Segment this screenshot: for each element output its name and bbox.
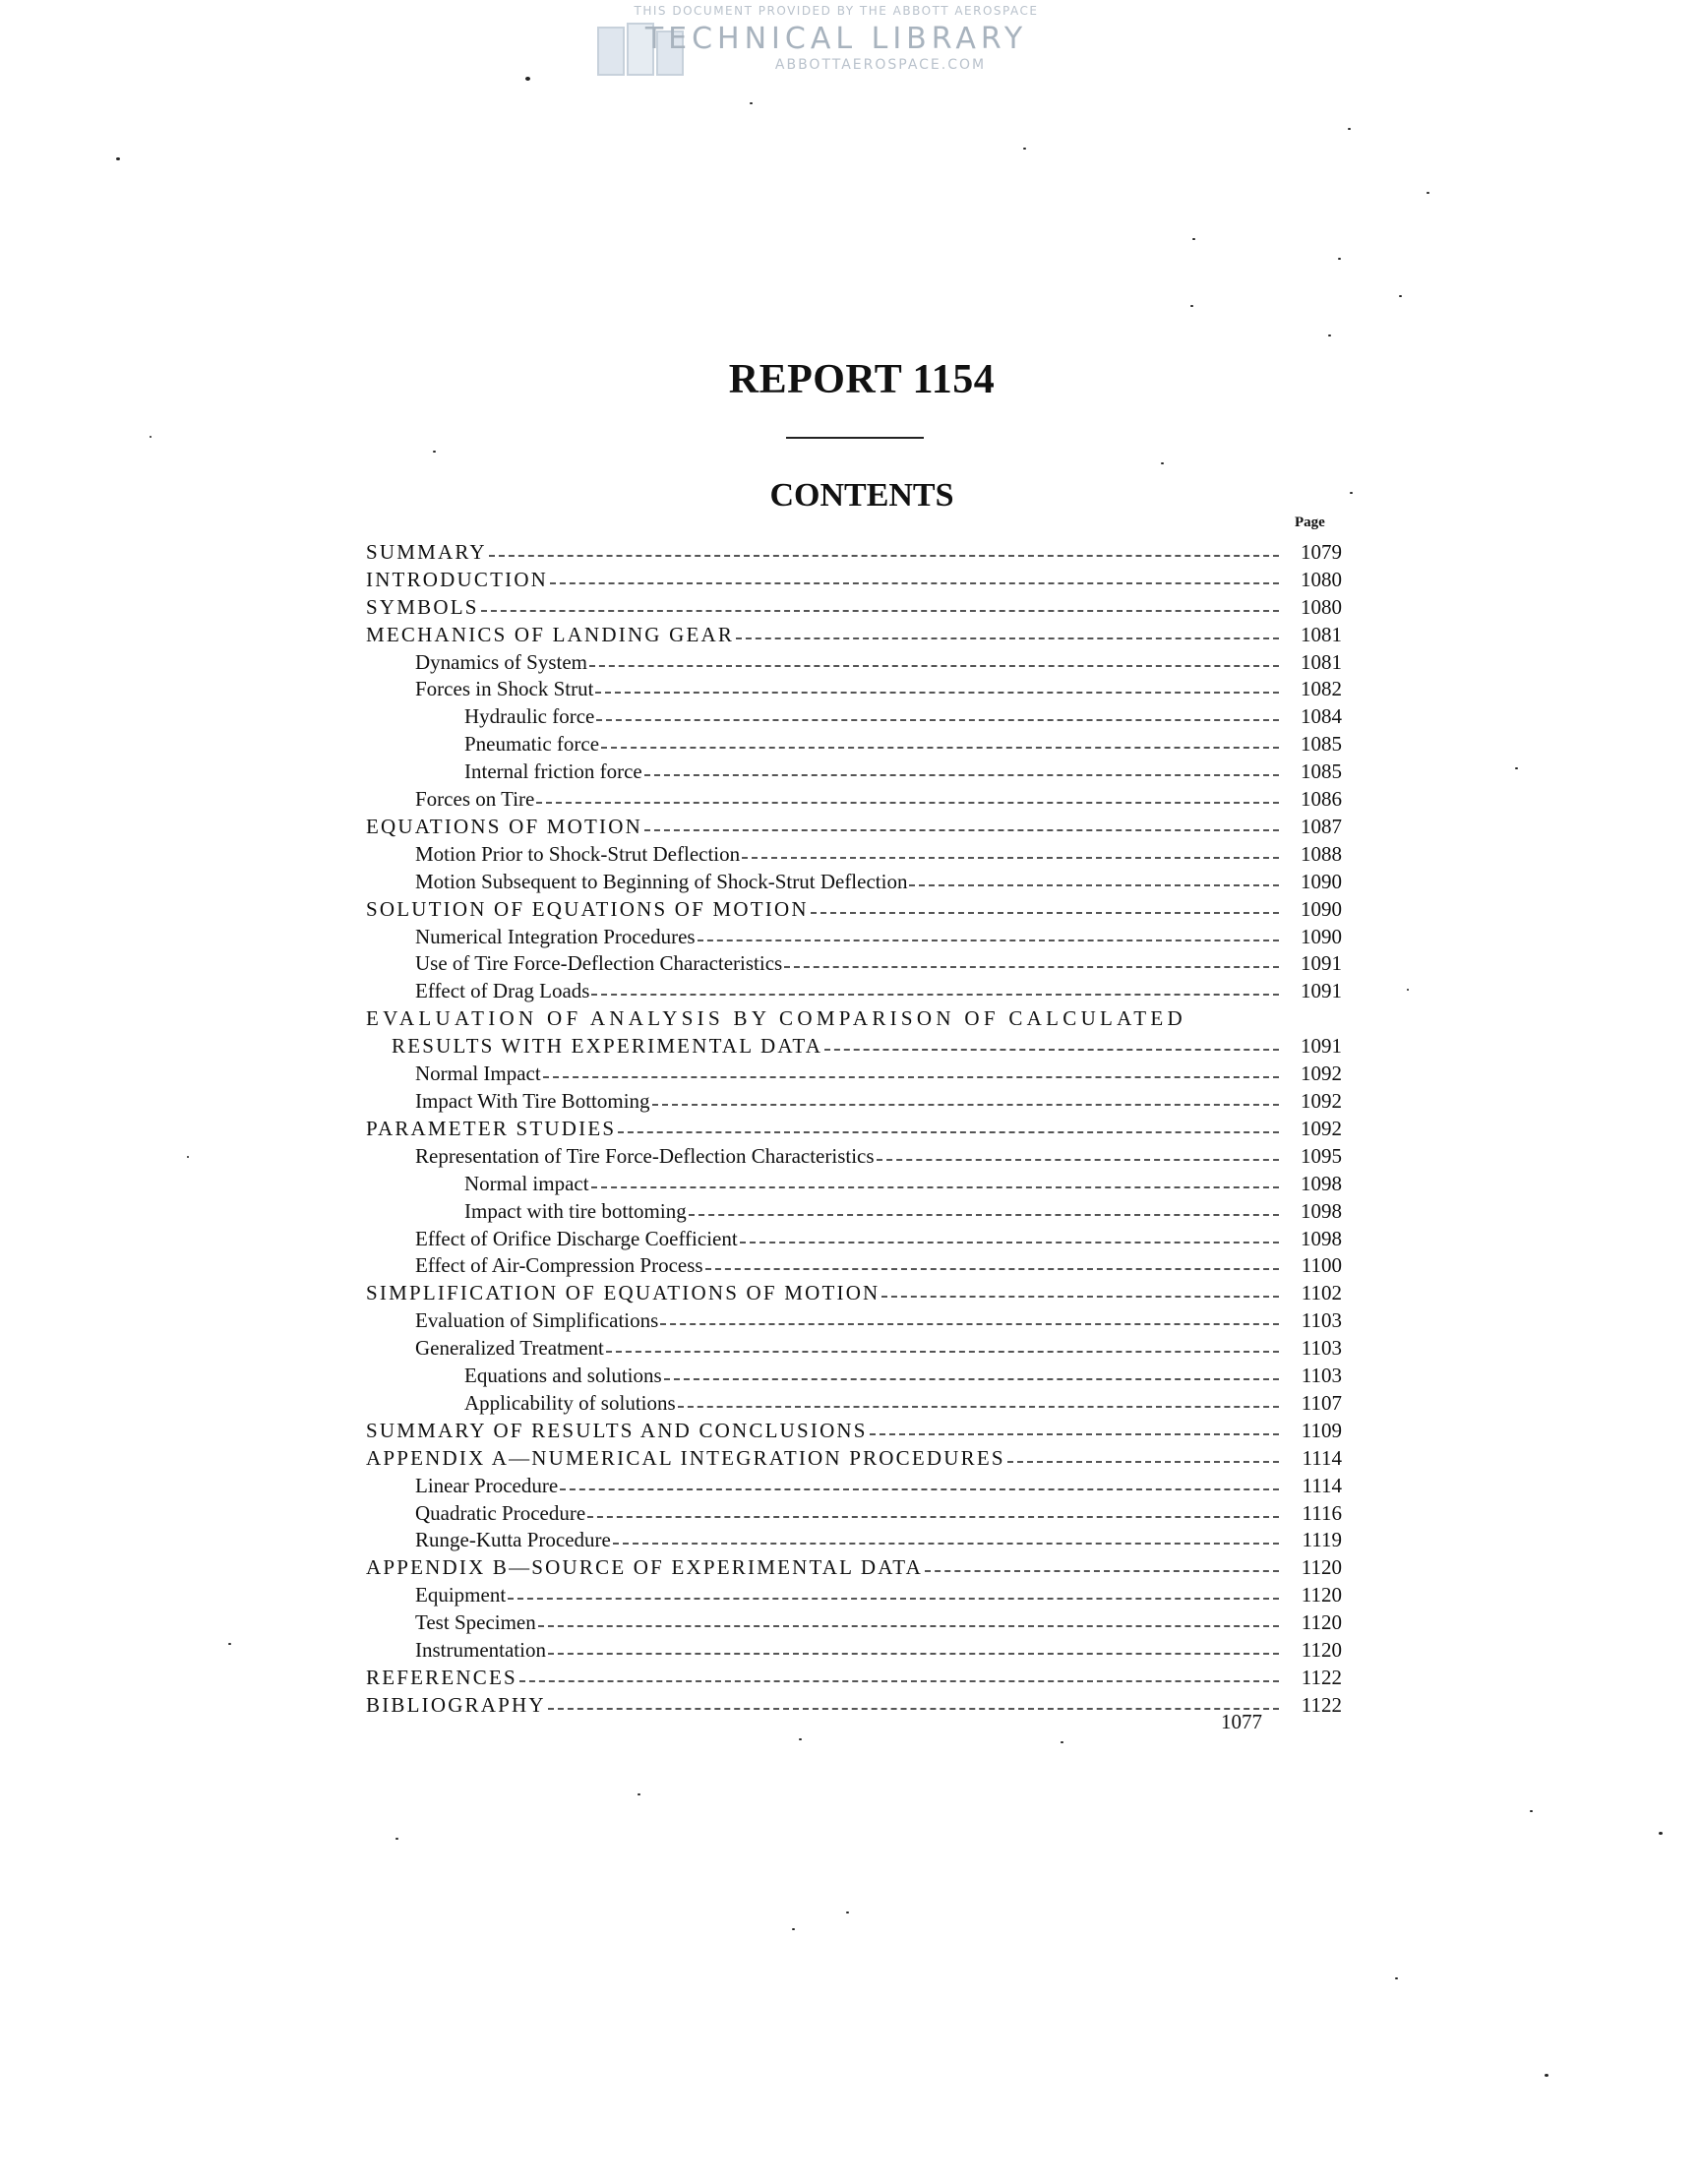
toc-leader-dashes xyxy=(644,774,1279,776)
toc-entry-page: 1085 xyxy=(1301,759,1342,783)
toc-entry-page: 1090 xyxy=(1301,870,1342,893)
toc-entry-label: Normal Impact xyxy=(415,1062,541,1085)
toc-entry xyxy=(415,1249,1342,1277)
toc-entry xyxy=(415,1497,1342,1525)
toc-entry xyxy=(366,811,1342,838)
toc-entry-label: Motion Subsequent to Beginning of Shock-Strut Deflection xyxy=(415,870,908,893)
toc-entry-page: 1085 xyxy=(1301,732,1342,756)
toc-entry-page: 1100 xyxy=(1301,1253,1342,1277)
toc-leader-dashes xyxy=(595,692,1279,694)
toc-entry xyxy=(464,1360,1342,1387)
toc-leader-dashes xyxy=(1007,1461,1279,1463)
speck xyxy=(433,451,436,453)
speck xyxy=(525,77,530,81)
speck xyxy=(1338,258,1341,260)
toc-entry-label: Dynamics of System xyxy=(415,650,587,674)
toc-entry xyxy=(415,1332,1342,1360)
toc-entry-page: 1119 xyxy=(1302,1528,1342,1551)
toc-leader-dashes xyxy=(481,610,1279,612)
toc-entry xyxy=(415,921,1342,948)
toc-leader-dashes xyxy=(784,966,1279,968)
toc-entry-label: Pneumatic force xyxy=(464,732,600,756)
toc-entry xyxy=(415,1579,1342,1607)
speck xyxy=(116,157,120,160)
speck xyxy=(1190,305,1193,307)
speck xyxy=(228,1643,231,1645)
toc-entry xyxy=(366,1689,1342,1717)
toc-entry-label: Effect of Air-Compression Process xyxy=(415,1253,703,1277)
toc-entry-page: 1107 xyxy=(1301,1391,1342,1415)
toc-entry xyxy=(415,1524,1342,1551)
toc-entry-label: Generalized Treatment xyxy=(415,1336,604,1360)
toc-entry xyxy=(415,1607,1342,1634)
toc-entry-page: 1092 xyxy=(1301,1062,1342,1085)
toc-entry-page: 1103 xyxy=(1301,1336,1342,1360)
toc-entry xyxy=(415,1470,1342,1497)
speck xyxy=(187,1156,189,1158)
toc-entry xyxy=(366,1415,1342,1442)
toc-entry-label: Instrumentation xyxy=(415,1638,546,1662)
speck xyxy=(1407,989,1409,991)
toc-entry-label: Impact with tire bottoming xyxy=(464,1199,687,1223)
toc-entry-label: APPENDIX A—NUMERICAL INTEGRATION PROCEDURES xyxy=(366,1446,1005,1470)
toc-entry-label: BIBLIOGRAPHY xyxy=(366,1693,546,1717)
watermark-provided-text: THIS DOCUMENT PROVIDED BY THE ABBOTT AEROSPACE xyxy=(634,4,1039,18)
toc-leader-dashes xyxy=(705,1268,1279,1270)
watermark-title: TECHNICAL LIBRARY xyxy=(644,22,1028,56)
toc-entry-page: 1087 xyxy=(1301,815,1342,838)
toc-entry-page: 1081 xyxy=(1301,623,1342,646)
toc-leader-dashes xyxy=(824,1049,1279,1051)
toc-entry-label: Motion Prior to Shock-Strut Deflection xyxy=(415,842,741,866)
toc-leader-dashes xyxy=(742,857,1279,859)
toc-entry-page: 1081 xyxy=(1301,650,1342,674)
toc-entry xyxy=(392,1030,1342,1058)
toc-entry-page: 1091 xyxy=(1301,951,1342,975)
toc-entry xyxy=(464,1387,1342,1415)
toc-leader-dashes xyxy=(543,1076,1279,1078)
toc-entry-page: 1091 xyxy=(1301,1034,1342,1058)
toc-entry-page: 1082 xyxy=(1301,677,1342,700)
speck xyxy=(1530,1810,1533,1812)
toc-entry xyxy=(366,1277,1342,1304)
toc-entry-label: Effect of Orifice Discharge Coefficient xyxy=(415,1227,738,1250)
toc-entry-page: 1120 xyxy=(1301,1610,1342,1634)
toc-entry-page: 1092 xyxy=(1301,1089,1342,1113)
toc-entry xyxy=(415,673,1342,700)
toc-entry xyxy=(366,619,1342,646)
toc-leader-dashes xyxy=(925,1570,1279,1572)
toc-leader-dashes xyxy=(606,1351,1279,1353)
toc-leader-dashes xyxy=(877,1159,1279,1161)
title-rule xyxy=(786,437,924,439)
toc-entry-page: 1084 xyxy=(1301,704,1342,728)
toc-entry-label: EQUATIONS OF MOTION xyxy=(366,815,642,838)
speck xyxy=(150,436,152,438)
toc-entry-page: 1090 xyxy=(1301,897,1342,921)
toc-entry xyxy=(415,947,1342,975)
toc-entry xyxy=(366,893,1342,921)
toc-entry xyxy=(464,1168,1342,1195)
toc-entry-page: 1088 xyxy=(1301,842,1342,866)
speck xyxy=(1427,192,1429,194)
toc-leader-dashes xyxy=(489,555,1279,557)
speck xyxy=(638,1793,640,1795)
toc-entry-label: SUMMARY OF RESULTS AND CONCLUSIONS xyxy=(366,1419,868,1442)
toc-leader-dashes xyxy=(560,1488,1279,1490)
toc-entry xyxy=(366,1551,1342,1579)
toc-entry-label: Effect of Drag Loads xyxy=(415,979,590,1002)
speck xyxy=(1515,767,1518,769)
toc-entry-page: 1109 xyxy=(1301,1419,1342,1442)
speck xyxy=(799,1738,802,1740)
watermark-url: ABBOTTAEROSPACE.COM xyxy=(774,57,987,73)
toc-leader-dashes xyxy=(678,1406,1279,1408)
toc-entry xyxy=(464,756,1342,783)
toc-leader-dashes xyxy=(550,582,1279,584)
toc-entry-page: 1080 xyxy=(1301,568,1342,591)
toc-entry xyxy=(415,975,1342,1002)
toc-entry xyxy=(415,1304,1342,1332)
report-title: REPORT 1154 xyxy=(728,357,996,402)
toc-entry-page: 1079 xyxy=(1301,540,1342,564)
toc-leader-dashes xyxy=(689,1214,1279,1216)
toc-entry-label: MECHANICS OF LANDING GEAR xyxy=(366,623,735,646)
toc-entry xyxy=(464,700,1342,728)
toc-entry-label: Impact With Tire Bottoming xyxy=(415,1089,650,1113)
toc-leader-dashes xyxy=(596,719,1279,721)
toc-entry-label: APPENDIX B—SOURCE OF EXPERIMENTAL DATA xyxy=(366,1555,923,1579)
speck xyxy=(1395,1977,1398,1979)
toc-leader-dashes xyxy=(870,1433,1279,1435)
speck xyxy=(1399,295,1402,297)
speck xyxy=(1061,1741,1063,1743)
toc-entry-label: Numerical Integration Procedures xyxy=(415,925,696,948)
toc-leader-dashes xyxy=(548,1708,1279,1710)
toc-entry xyxy=(415,838,1342,866)
toc-leader-dashes xyxy=(519,1680,1279,1682)
toc-entry-label: Applicability of solutions xyxy=(464,1391,676,1415)
toc-entry-label: Internal friction force xyxy=(464,759,642,783)
toc-entry-label: Runge-Kutta Procedure xyxy=(415,1528,611,1551)
toc-leader-dashes xyxy=(536,802,1279,804)
toc-entry-label: Equipment xyxy=(415,1583,507,1607)
toc-leader-dashes xyxy=(508,1598,1279,1600)
speck xyxy=(1023,148,1026,150)
toc-entry-label: Quadratic Procedure xyxy=(415,1501,586,1525)
toc-leader-dashes xyxy=(587,1516,1279,1518)
toc-entry-page: 1116 xyxy=(1302,1501,1342,1525)
page-number: 1077 xyxy=(1221,1710,1262,1733)
toc-leader-dashes xyxy=(601,747,1279,749)
toc-leader-dashes xyxy=(644,829,1279,831)
toc-entry-label: INTRODUCTION xyxy=(366,568,549,591)
speck xyxy=(1659,1832,1663,1835)
toc-entry-label: Evaluation of Simplifications xyxy=(415,1308,659,1332)
toc-entry-page: 1098 xyxy=(1301,1199,1342,1223)
toc-entry-page: 1122 xyxy=(1301,1693,1342,1717)
toc-leader-dashes xyxy=(591,1186,1279,1188)
toc-entry-page: 1120 xyxy=(1301,1555,1342,1579)
toc-entry-page: 1098 xyxy=(1301,1172,1342,1195)
toc-entry xyxy=(415,1223,1342,1250)
toc-entry-label: SOLUTION OF EQUATIONS OF MOTION xyxy=(366,897,809,921)
toc-entry-page: 1091 xyxy=(1301,979,1342,1002)
toc-entry-page: 1114 xyxy=(1302,1446,1342,1470)
toc-leader-dashes xyxy=(698,940,1279,941)
speck xyxy=(1161,462,1164,464)
speck xyxy=(750,102,753,104)
toc-entry-continued-line: EVALUATION OF ANALYSIS BY COMPARISON OF CALCULATED xyxy=(366,1006,1187,1030)
speck xyxy=(395,1838,398,1840)
toc-entry xyxy=(366,1442,1342,1470)
toc-entry-page: 1114 xyxy=(1302,1474,1342,1497)
toc-entry-page: 1092 xyxy=(1301,1117,1342,1140)
toc-leader-dashes xyxy=(909,884,1279,886)
toc-entry xyxy=(366,564,1342,591)
toc-leader-dashes xyxy=(740,1242,1279,1244)
toc-entry-page: 1120 xyxy=(1301,1638,1342,1662)
page-column-header: Page xyxy=(1295,515,1325,530)
toc-entry-label: Hydraulic force xyxy=(464,704,595,728)
toc-entry xyxy=(415,1140,1342,1168)
speck xyxy=(792,1928,795,1930)
toc-entry xyxy=(464,1195,1342,1223)
toc-leader-dashes xyxy=(736,637,1279,639)
toc-entry-page: 1095 xyxy=(1301,1144,1342,1168)
toc-entry xyxy=(366,536,1342,564)
toc-leader-dashes xyxy=(811,912,1279,914)
toc-entry-page: 1102 xyxy=(1301,1281,1342,1304)
watermark xyxy=(590,4,1082,83)
toc-leader-dashes xyxy=(591,994,1279,996)
toc-leader-dashes xyxy=(618,1131,1279,1133)
toc-entry xyxy=(415,1634,1342,1662)
toc-entry-page: 1080 xyxy=(1301,595,1342,619)
toc-entry-label: Forces in Shock Strut xyxy=(415,677,594,700)
speck xyxy=(1328,334,1331,336)
speck xyxy=(846,1911,849,1913)
toc-leader-dashes xyxy=(538,1625,1279,1627)
toc-entry xyxy=(415,1058,1342,1085)
toc-entry-page: 1103 xyxy=(1301,1364,1342,1387)
toc-entry-page: 1122 xyxy=(1301,1666,1342,1689)
toc-entry-label: Representation of Tire Force-Deflection Characteristics xyxy=(415,1144,875,1168)
toc-entry xyxy=(464,728,1342,756)
toc-entry xyxy=(415,646,1342,674)
toc-entry-label: SUMMARY xyxy=(366,540,487,564)
toc-entry-label: REFERENCES xyxy=(366,1666,517,1689)
toc-entry-page: 1098 xyxy=(1301,1227,1342,1250)
toc-leader-dashes xyxy=(589,665,1279,667)
speck xyxy=(1348,128,1351,130)
toc-leader-dashes xyxy=(548,1653,1279,1655)
toc-entry-label: Test Specimen xyxy=(415,1610,536,1634)
toc-leader-dashes xyxy=(652,1104,1279,1106)
toc-entry-page: 1090 xyxy=(1301,925,1342,948)
speck xyxy=(1545,2074,1548,2077)
toc-entry xyxy=(415,1085,1342,1113)
toc-leader-dashes xyxy=(881,1296,1279,1298)
toc-leader-dashes xyxy=(613,1543,1279,1545)
toc-entry-page: 1103 xyxy=(1301,1308,1342,1332)
toc-entry-label: SYMBOLS xyxy=(366,595,479,619)
toc-entry xyxy=(366,1113,1342,1140)
toc-leader-dashes xyxy=(660,1323,1279,1325)
speck xyxy=(1350,492,1353,494)
toc-entry xyxy=(366,1662,1342,1689)
toc-entry xyxy=(366,591,1342,619)
toc-entry-page: 1086 xyxy=(1301,787,1342,811)
toc-entry xyxy=(415,866,1342,893)
toc-entry-label: SIMPLIFICATION OF EQUATIONS OF MOTION xyxy=(366,1281,880,1304)
toc-entry xyxy=(415,783,1342,811)
toc-entry-label: RESULTS WITH EXPERIMENTAL DATA xyxy=(392,1034,823,1058)
toc-entry-label: PARAMETER STUDIES xyxy=(366,1117,617,1140)
toc-leader-dashes xyxy=(664,1378,1279,1380)
contents-heading: CONTENTS xyxy=(769,477,954,514)
toc-entry-label: Linear Procedure xyxy=(415,1474,559,1497)
toc-entry-page: 1120 xyxy=(1301,1583,1342,1607)
toc-entry-label: Forces on Tire xyxy=(415,787,535,811)
toc-entry-label: Normal impact xyxy=(464,1172,589,1195)
toc-entry-label: Use of Tire Force-Deflection Characteristics xyxy=(415,951,783,975)
toc-entry-label: Equations and solutions xyxy=(464,1364,662,1387)
speck xyxy=(1192,238,1195,240)
